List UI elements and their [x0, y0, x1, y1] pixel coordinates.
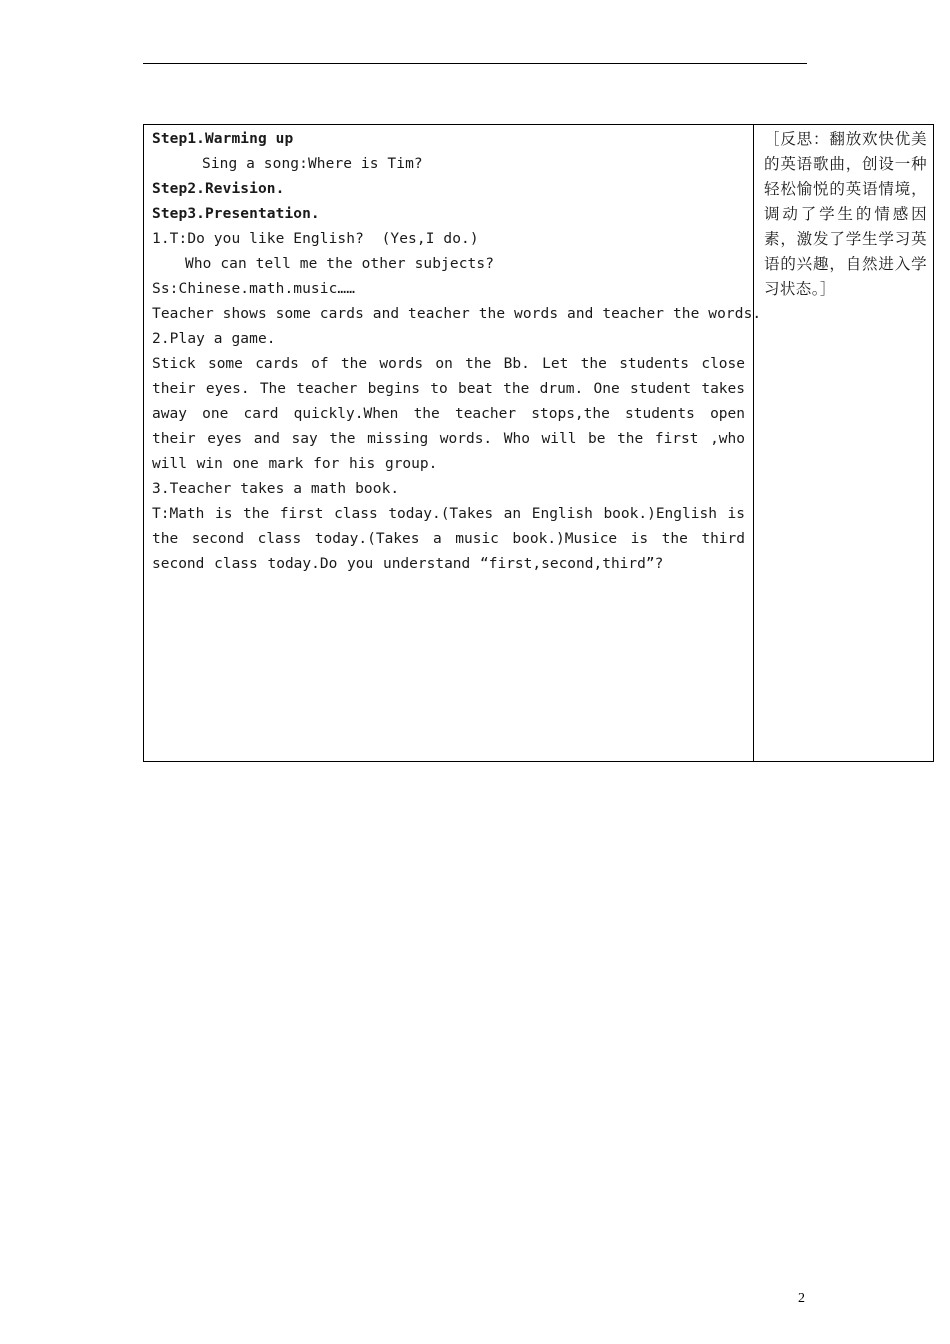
- item1-question: 1.T:Do you like English? (Yes,I do.): [152, 231, 479, 247]
- step2-title: Step2.Revision.: [152, 181, 285, 197]
- reflection-cell: [754, 125, 933, 761]
- item1-answer: Ss:Chinese.math.music……: [152, 281, 356, 297]
- step1-title: Step1.Warming up: [152, 131, 294, 147]
- teaching-steps-cell: [144, 125, 762, 761]
- item3-body: T:Math is the first class today.(Takes an English book.)English is the second class today.(Takes a music book.)Musice is the third second class today.Do you understand “first,second,third”?: [152, 506, 745, 572]
- page-number: 2: [798, 1291, 805, 1306]
- item1-note: Teacher shows some cards and teacher the words and teacher the words.: [152, 306, 762, 322]
- step1-song: Sing a song:Where is Tim?: [202, 156, 423, 172]
- step3-title: Step3.Presentation.: [152, 206, 320, 222]
- header-rule: [143, 63, 807, 64]
- item2-body: Stick some cards of the words on the Bb. Let the students close their eyes. The teacher begins to beat the drum. One student takes away one card quickly.When the teacher stops,the students open their eyes and say the missing words. Who will be the first ,who will win one mark for his group.: [152, 356, 745, 472]
- item2-title: 2.Play a game.: [152, 331, 276, 347]
- item1-followup: Who can tell me the other subjects?: [185, 256, 495, 272]
- reflection-text: ［反思：翻放欢快优美的英语歌曲，创设一种轻松愉悦的英语情境，调动了学生的情感因素，激发了学生学习英语的兴趣，自然进入学习状态。］: [764, 130, 927, 298]
- item3-title: 3.Teacher takes a math book.: [152, 481, 400, 497]
- lesson-plan-table: [143, 124, 934, 762]
